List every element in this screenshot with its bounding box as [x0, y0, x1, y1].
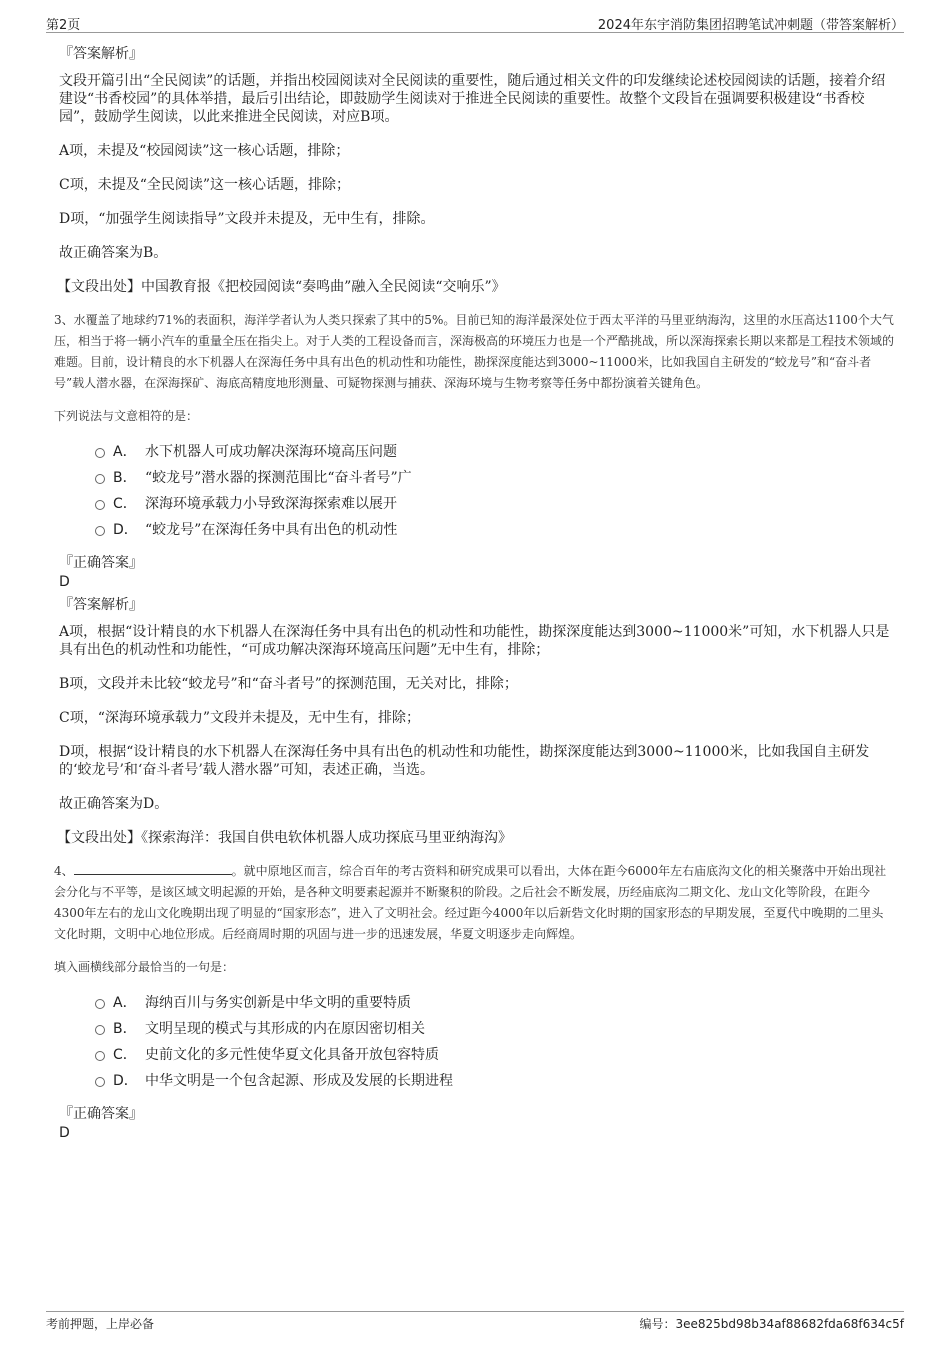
- analysis-paragraph: C项，未提及“全民阅读”这一核心话题，排除；: [59, 177, 351, 193]
- analysis-paragraph: A项，根据“设计精良的水下机器人在深海任务中具有出色的机动性和功能性，勘探深度能达到3000~11000米”可知，水下机器人只是具有出色的机动性和功能性，“可成功解决深海环境高压问题”无中生有，排除；: [59, 624, 890, 658]
- document-code-label: 编号：: [639, 1317, 676, 1331]
- correct-answer-value: D: [59, 1125, 70, 1141]
- question-3: [54, 310, 895, 847]
- option-b[interactable]: [95, 1020, 895, 1046]
- option-letter: D．: [113, 522, 138, 538]
- question-stem: 3、水覆盖了地球约71%的表面积，海洋学者认为人类只探索了其中的5%。目前已知的海洋最深处位于西太平洋的马里亚纳海沟，这里的水压高达1100个大气压，相当于将一辆小汽车的重量全压在指尖上。对于人类的工程设备而言，深海极高的环境压力也是一个严酷挑战，所以深海探索长期以来都是工程技术领域的难题。目前，设计精良的水下机器人在深海任务中具有出色的机动性和功能性，勘探深度能达到3000~11000米，比如我国自主研发的“蛟龙号”和“奋斗者号”载人潜水器，在深海探矿、海底高精度地形测量、可疑物探测与捕获、深海环境与生物考察等任务中都扮演着关键角色。: [54, 313, 895, 390]
- option-text: 深海环境承载力小导致深海探索难以展开: [145, 496, 397, 512]
- passage-source: 【文段出处】中国教育报《把校园阅读“奏鸣曲”融入全民阅读“交响乐”》: [57, 279, 506, 295]
- analysis-conclusion: 故正确答案为B。: [59, 245, 168, 261]
- analysis-paragraph: C项，“深海环境承载力”文段并未提及，无中生有，排除；: [59, 710, 421, 726]
- analysis-paragraph: D项，“加强学生阅读指导”文段并未提及，无中生有，排除。: [59, 211, 435, 227]
- radio-icon[interactable]: [95, 474, 105, 484]
- option-letter: C．: [113, 1047, 137, 1063]
- correct-answer-value: D: [59, 574, 70, 590]
- option-text: 海纳百川与务实创新是中华文明的重要特质: [145, 995, 411, 1011]
- page-footer: [46, 1311, 904, 1334]
- option-b[interactable]: [95, 469, 895, 495]
- option-letter: B．: [113, 1021, 137, 1037]
- option-letter: A．: [113, 995, 137, 1011]
- answer-analysis-label: 『答案解析』: [59, 46, 143, 62]
- analysis-paragraph: A项，未提及“校园阅读”这一核心话题，排除；: [59, 143, 350, 159]
- question-prompt: 下列说法与文意相符的是：: [54, 409, 199, 423]
- page-header: [46, 12, 904, 33]
- question-number: 4、: [54, 864, 74, 878]
- analysis-paragraph: D项，根据“设计精良的水下机器人在深海任务中具有出色的机动性和功能性，勘探深度能达到3000~11000米，比如我国自主研发的‘蛟龙号’和‘奋斗者号’载人潜水器”可知，表述正确，当选。: [59, 744, 870, 778]
- option-a[interactable]: [95, 443, 895, 469]
- correct-answer-label: 『正确答案』: [59, 555, 143, 571]
- answer-analysis-label: 『答案解析』: [59, 597, 143, 613]
- option-letter: D．: [113, 1073, 138, 1089]
- analysis-paragraph: B项，文段并未比较“蛟龙号”和“奋斗者号”的探测范围，无关对比，排除；: [59, 676, 518, 692]
- analysis-conclusion: 故正确答案为D。: [59, 796, 169, 812]
- option-list: [95, 443, 895, 547]
- option-text: 史前文化的多元性使华夏文化具备开放包容特质: [145, 1047, 439, 1063]
- document-code-value: 3ee825bd98b34af88682fda68f634c5f: [675, 1317, 904, 1331]
- analysis-paragraph: 文段开篇引出“全民阅读”的话题，并指出校园阅读对全民阅读的重要性，随后通过相关文件的印发继续论述校园阅读的话题，接着介绍建设“书香校园”的具体举措，最后引出结论，即鼓励学生阅读对于推进全民阅读的重要性。故整个文段旨在强调要积极建设“书香校园”，鼓励学生阅读，以此来推进全民阅读，对应B项。: [59, 73, 886, 125]
- option-text: 中华文明是一个包含起源、形成及发展的长期进程: [145, 1073, 453, 1089]
- option-d[interactable]: [95, 521, 895, 547]
- question-stem: [54, 861, 895, 945]
- radio-icon[interactable]: [95, 1051, 105, 1061]
- fill-blank: [74, 861, 232, 875]
- radio-icon[interactable]: [95, 526, 105, 536]
- passage-source: 【文段出处】《探索海洋：我国自供电软体机器人成功探底马里亚纳海沟》: [57, 830, 512, 846]
- footer-slogan: 考前押题，上岸必备: [46, 1317, 155, 1331]
- option-text: “蛟龙号”潜水器的探测范围比“奋斗者号”广: [145, 470, 412, 486]
- radio-icon[interactable]: [95, 500, 105, 510]
- option-letter: C．: [113, 496, 137, 512]
- radio-icon[interactable]: [95, 1025, 105, 1035]
- question-4: [54, 861, 895, 1142]
- radio-icon[interactable]: [95, 1077, 105, 1087]
- document-code: [639, 1315, 904, 1332]
- correct-answer-label: 『正确答案』: [59, 1106, 143, 1122]
- option-list: [95, 994, 895, 1098]
- page-content: [54, 44, 895, 1142]
- option-text: “蛟龙号”在深海任务中具有出色的机动性: [145, 522, 398, 538]
- option-text: 水下机器人可成功解决深海环境高压问题: [145, 444, 397, 460]
- option-text: 文明呈现的模式与其形成的内在原因密切相关: [145, 1021, 425, 1037]
- q2-analysis: [57, 44, 895, 296]
- option-c[interactable]: [95, 1046, 895, 1072]
- document-title: 2024年东宇消防集团招聘笔试冲刺题（带答案解析）: [597, 18, 904, 33]
- question-stem-text: 。就中原地区而言，综合百年的考古资料和研究成果可以看出，大体在距今6000年左右庙底沟文化的相关聚落中开始出现社会分化与不平等，是该区域文明起源的开始，是各种文明要素起源并不断聚积的阶段。之后社会不断发展，历经庙底沟二期文化、龙山文化等阶段，在距今4300年左右的龙山文化晚期出现了明显的“国家形态”，进入了文明社会。经过距今4000年以后新砦文化时期的国家形态的早期发展，至夏代中晚期的二里头文化时期，文明中心地位形成。后经商周时期的巩固与进一步的迅速发展，华夏文明逐步走向辉煌。: [54, 864, 887, 941]
- option-a[interactable]: [95, 994, 895, 1020]
- radio-icon[interactable]: [95, 999, 105, 1009]
- question-prompt: 填入画横线部分最恰当的一句是：: [54, 960, 235, 974]
- option-c[interactable]: [95, 495, 895, 521]
- radio-icon[interactable]: [95, 448, 105, 458]
- page-number: 第2页: [46, 18, 81, 33]
- option-letter: B．: [113, 470, 137, 486]
- option-d[interactable]: [95, 1072, 895, 1098]
- option-letter: A．: [113, 444, 137, 460]
